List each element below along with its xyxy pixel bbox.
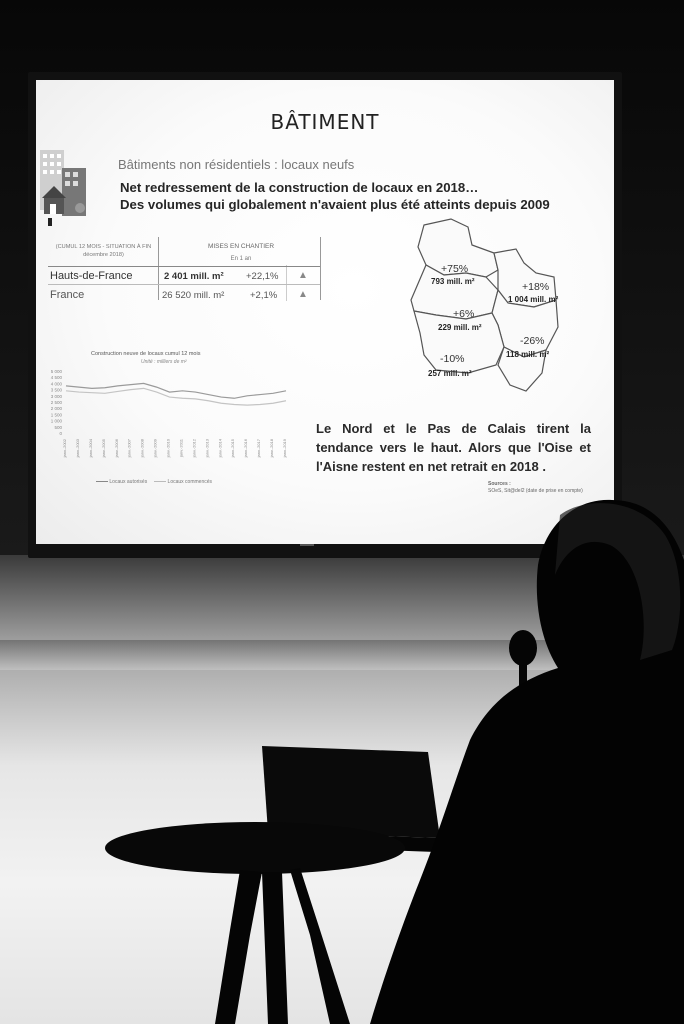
table-legs: [215, 868, 350, 1024]
legend-autorises: Locaux autorisés: [109, 479, 148, 485]
y-tick-label: 0: [59, 431, 62, 436]
row-change-france: +2,1%: [250, 290, 278, 301]
x-tick-label: janv.-2011: [178, 439, 184, 458]
x-tick-label: janv.-2016: [243, 439, 249, 458]
y-tick-label: 2 000: [50, 406, 62, 412]
x-tick-label: janv.-2009: [152, 439, 158, 458]
slide-subtitle: Bâtiments non résidentiels : locaux neufs: [118, 157, 355, 172]
y-tick-label: 4 000: [50, 381, 62, 387]
x-tick-label: janv.-2006: [113, 439, 119, 458]
x-tick-label: janv.-2005: [100, 439, 106, 458]
x-tick-label: janv.-2010: [165, 439, 171, 458]
headline-line-1: Net redressement de la construction de locaux en 2018…: [120, 180, 479, 195]
y-tick-label: 3 000: [50, 393, 62, 399]
up-triangle-icon: ▲: [298, 289, 308, 300]
x-tick-label: janv.-2007: [126, 439, 132, 458]
headline-line-2: Des volumes qui globalement n'avaient plus été atteints depuis 2009: [120, 197, 550, 212]
x-tick-label: janv.-2018: [269, 439, 275, 458]
x-tick-label: janv.-2014: [217, 439, 223, 458]
x-tick-label: janv.-2004: [87, 439, 93, 458]
y-tick-label: 5 000: [50, 369, 62, 374]
x-tick-label: janv.-2008: [139, 439, 145, 458]
slide-title: BÂTIMENT: [270, 110, 380, 134]
table-top: [105, 822, 405, 874]
row-name-hdf: Hauts-de-France: [50, 270, 133, 282]
x-tick-label: janv.-2003: [74, 439, 80, 458]
map-label-value: 229 mill. m²: [438, 323, 482, 332]
y-tick-label: 2 500: [50, 400, 62, 405]
y-tick-label: 1 000: [50, 418, 62, 424]
microphone-icon: [509, 630, 537, 666]
x-tick-label: janv.-2012: [191, 439, 197, 458]
table-header-sub: En 1 an: [230, 256, 252, 262]
slide-conclusion: Le Nord et le Pas de Calais tirent la tendance vers le haut. Alors que l'Oise et l'Aisne restent en net retrait en 2018 .: [316, 421, 591, 474]
x-tick-label: janv.-2015: [230, 439, 236, 458]
legend-commences: Locaux commencés: [167, 479, 213, 485]
table-header-period: (CUMUL 12 MOIS - SITUATION À FIN décembre 2018): [55, 244, 152, 258]
x-tick-label: janv.-2017: [256, 439, 262, 458]
map-label-value: 118 mill. m²: [506, 350, 550, 359]
up-triangle-icon: ▲: [298, 270, 308, 281]
y-tick-label: 1 500: [50, 412, 62, 418]
sources-text: SOeS, Sit@del2 (date de prise en compte): [488, 488, 583, 494]
row-name-france: France: [50, 289, 85, 301]
sources-label: Sources :: [488, 481, 511, 487]
y-tick-label: 500: [54, 424, 62, 430]
map-label-value: 793 mill. m²: [431, 277, 475, 286]
row-value-france: 26 520 mill. m²: [162, 290, 225, 301]
table-header-mises: MISES EN CHANTIER: [207, 243, 275, 250]
map-label-pct: +6%: [453, 308, 475, 320]
x-tick-label: janv.-2019: [282, 439, 287, 458]
map-label-pct: -10%: [440, 353, 465, 365]
map-label-value: 1 004 mill. m²: [508, 295, 559, 304]
map-label-pct: +75%: [441, 263, 469, 275]
map-label-value: 257 mill. m²: [428, 369, 472, 378]
x-tick-label: janv.-2013: [204, 439, 210, 458]
row-value-hdf: 2 401 mill. m²: [164, 271, 224, 282]
map-label-pct: -26%: [520, 335, 545, 347]
x-tick-label: janv.-2002: [62, 439, 67, 458]
map-label-pct: +18%: [522, 281, 550, 293]
y-tick-label: 4 500: [50, 375, 62, 381]
row-change-hdf: +22,1%: [246, 271, 279, 282]
y-tick-label: 3 500: [50, 387, 62, 393]
chart-title: Construction neuve de locaux cumul 12 mois: [91, 351, 201, 357]
chart-unit: Unité : milliers de m²: [141, 359, 187, 365]
